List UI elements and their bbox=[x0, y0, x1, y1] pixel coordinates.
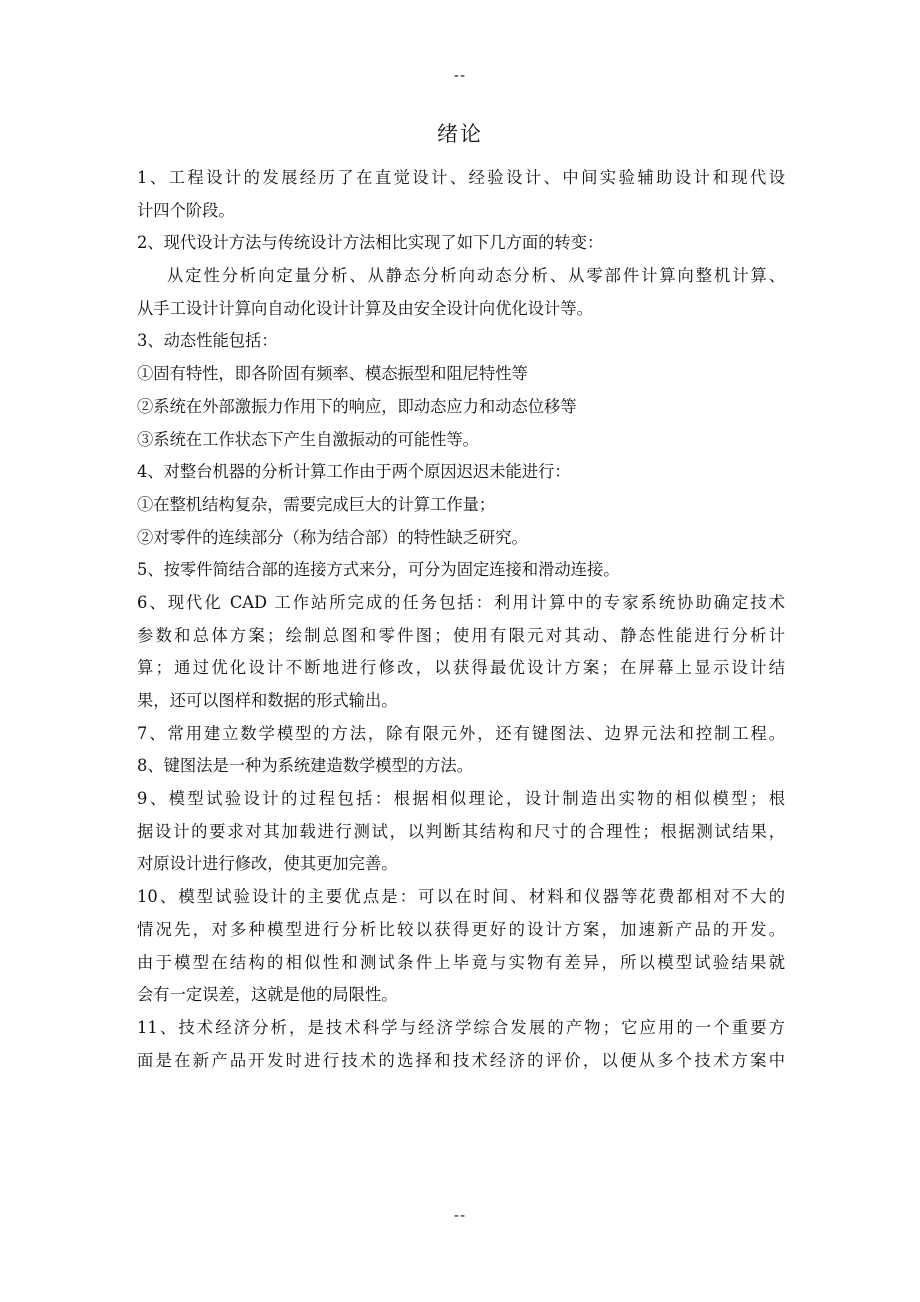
text-line: 情况先，对多种模型进行分析比较以获得更好的设计方案，加速新产品的开发。 bbox=[137, 919, 785, 939]
text-line: 由于模型在结构的相似性和测试条件上毕竟与实物有差异，所以模型试验结果就 bbox=[137, 952, 785, 972]
text-line: ②系统在外部激振力作用下的响应，即动态应力和动态位移等 bbox=[137, 396, 577, 416]
text-line: 3、动态性能包括： bbox=[137, 331, 278, 351]
text-line: 据设计的要求对其加载进行测试，以判断其结构和尺寸的合理性；根据测试结果， bbox=[137, 821, 785, 841]
text-line: 10、模型试验设计的主要优点是：可以在时间、材料和仪器等花费都相对不大的 bbox=[137, 887, 785, 907]
text-line: 会有一定误差，这就是他的局限性。 bbox=[137, 985, 398, 1005]
text-line: 面是在新产品开发时进行技术的选择和技术经济的评价，以便从多个技术方案中 bbox=[137, 1050, 785, 1070]
text-line: ①固有特性，即各阶固有频率、模态振型和阻尼特性等 bbox=[137, 364, 528, 384]
text-line: 4、对整台机器的分析计算工作由于两个原因迟迟未能进行： bbox=[137, 462, 571, 482]
text-line: 从手工设计计算向自动化设计计算及由安全设计向优化设计等。 bbox=[137, 298, 593, 318]
text-line: 8、键图法是一种为系统建造数学模型的方法。 bbox=[137, 756, 473, 776]
text-line: 1、工程设计的发展经历了在直觉设计、经验设计、中间实验辅助设计和现代设 bbox=[137, 168, 785, 187]
text-line: ①在整机结构复杂，需要完成巨大的计算工作量； bbox=[137, 494, 496, 514]
text-line: 5、按零件简结合部的连接方式来分，可分为固定连接和滑动连接。 bbox=[137, 560, 620, 580]
page-footer-marker: -- bbox=[453, 1206, 467, 1224]
text-line: 参数和总体方案；绘制总图和零件图；使用有限元对其动、静态性能进行分析计 bbox=[137, 625, 785, 645]
text-line: 果，还可以图样和数据的形式输出。 bbox=[137, 691, 398, 710]
text-line: 计四个阶段。 bbox=[137, 200, 235, 220]
text-line: 6、现代化 CAD 工作站所完成的任务包括：利用计算中的专家系统协助确定技术 bbox=[137, 592, 785, 612]
text-line: 从定性分析向定量分析、从静态分析向动态分析、从零部件计算向整机计算、 bbox=[167, 266, 785, 286]
text-line: ③系统在工作状态下产生自激振动的可能性等。 bbox=[137, 429, 479, 449]
page-header-marker: -- bbox=[453, 66, 467, 84]
text-line: 9、模型试验设计的过程包括：根据相似理论，设计制造出实物的相似模型；根 bbox=[137, 789, 785, 809]
page-title: 绪论 bbox=[437, 122, 483, 146]
document-body bbox=[137, 162, 785, 1077]
text-line: ②对零件的连续部分（称为结合部）的特性缺乏研究。 bbox=[137, 527, 528, 547]
text-line: 11、技术经济分析，是技术科学与经济学综合发展的产物；它应用的一个重要方 bbox=[137, 1017, 785, 1037]
text-line: 算；通过优化设计不断地进行修改，以获得最优设计方案；在屏幕上显示设计结 bbox=[137, 658, 785, 678]
text-line: 对原设计进行修改，使其更加完善。 bbox=[137, 854, 398, 874]
text-line: 2、现代设计方法与传统设计方法相比实现了如下几方面的转变： bbox=[137, 233, 604, 253]
text-line: 7、常用建立数学模型的方法，除有限元外，还有键图法、边界元法和控制工程。 bbox=[137, 723, 785, 743]
